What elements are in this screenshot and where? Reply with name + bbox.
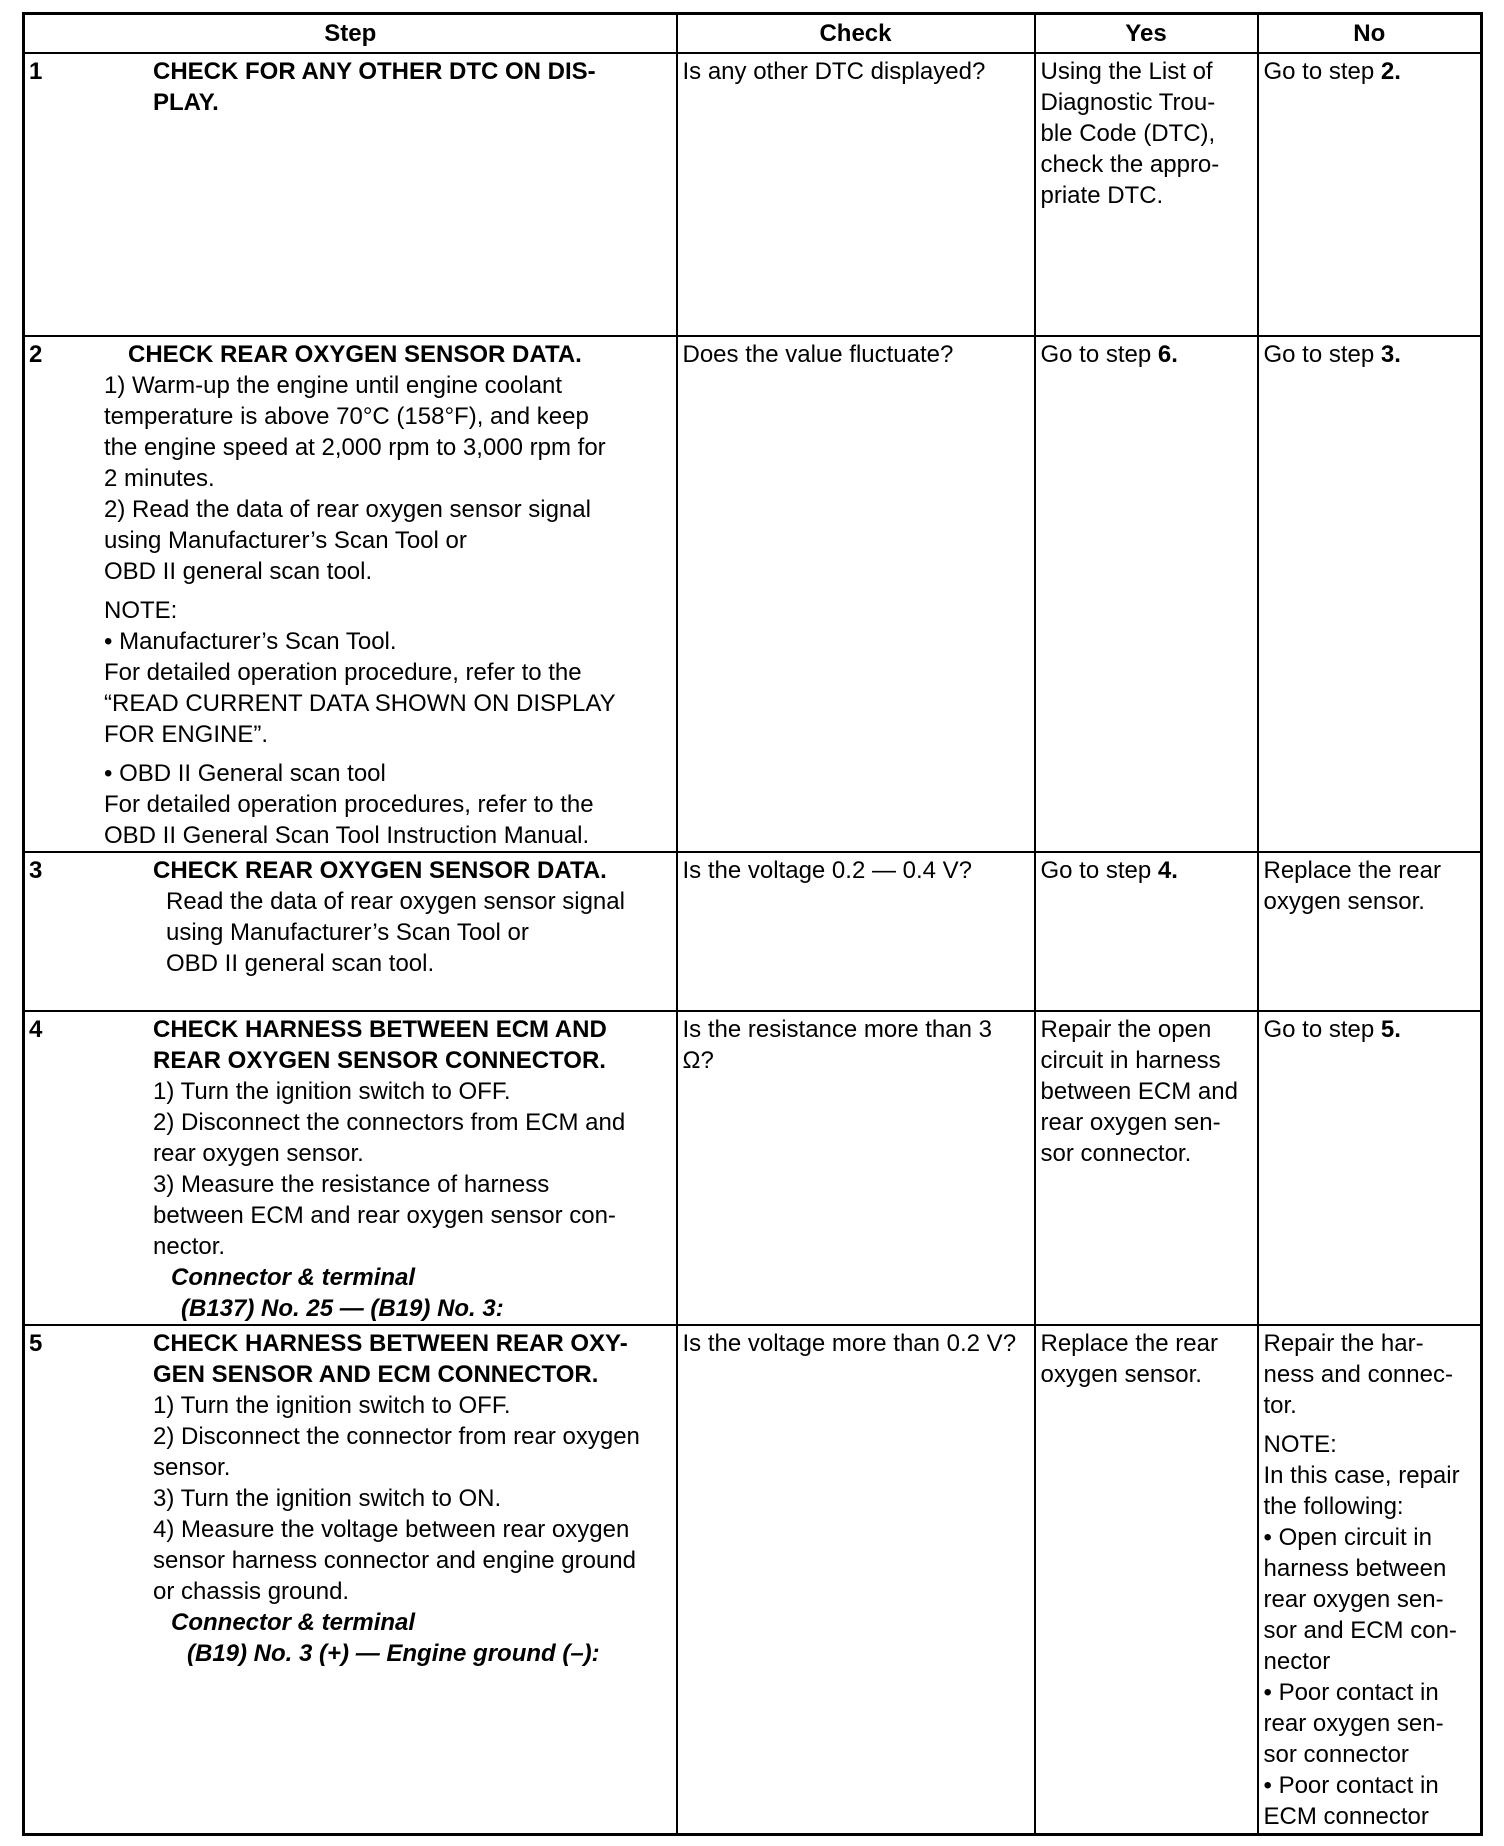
title-line: REAR OXYGEN SENSOR CONNECTOR. bbox=[153, 1047, 606, 1074]
text-line: In this case, repair bbox=[1263, 1462, 1460, 1489]
yes-cell bbox=[1035, 1325, 1258, 1835]
text-line: Replace the rear bbox=[1040, 1330, 1218, 1357]
step-title bbox=[153, 56, 671, 118]
text-line: rear oxygen sen- bbox=[1040, 1109, 1221, 1136]
text-line: “READ CURRENT DATA SHOWN ON DISPLAY bbox=[104, 690, 616, 717]
text-line: Repair the open bbox=[1040, 1016, 1212, 1043]
text-line: rear oxygen sen- bbox=[1263, 1710, 1444, 1737]
text-line: For detailed operation procedures, refer to the bbox=[104, 791, 594, 818]
step-cell bbox=[24, 1011, 677, 1325]
text-line: sensor harness connector and engine ground bbox=[153, 1547, 636, 1574]
title-line: PLAY. bbox=[153, 89, 219, 116]
text-line: 1) Warm-up the engine until engine coolant bbox=[104, 372, 563, 399]
text-line: Replace the rear bbox=[1263, 857, 1441, 884]
connector-label: Connector & terminal bbox=[171, 1264, 416, 1291]
table-row bbox=[24, 336, 1482, 852]
text-line: using Manufacturer’s Scan Tool or bbox=[166, 919, 529, 946]
no-cell bbox=[1258, 336, 1482, 852]
text-line: tor. bbox=[1263, 1392, 1297, 1419]
text-line: 3) Turn the ignition switch to ON. bbox=[153, 1485, 502, 1512]
text-line: • OBD II General scan tool bbox=[104, 760, 386, 787]
header-yes: Yes bbox=[1035, 14, 1258, 54]
text-line: 2) Disconnect the connectors from ECM and bbox=[153, 1109, 626, 1136]
step-cell bbox=[24, 336, 677, 852]
text-line: • Open circuit in bbox=[1263, 1524, 1432, 1551]
check-cell: Is the voltage 0.2 — 0.4 V? bbox=[677, 852, 1035, 1011]
text-line: For detailed operation procedure, refer to the bbox=[104, 659, 582, 686]
yes-cell bbox=[1035, 852, 1258, 1011]
goto-text: Go to step bbox=[1040, 857, 1158, 884]
text-line: or chassis ground. bbox=[153, 1578, 350, 1605]
header-row bbox=[24, 14, 1482, 54]
text-line: nector. bbox=[153, 1233, 226, 1260]
check-cell: Is the voltage more than 0.2 V? bbox=[677, 1325, 1035, 1835]
connector-terminal: (B137) No. 25 — (B19) No. 3: bbox=[181, 1295, 504, 1322]
text-line: between ECM and rear oxygen sensor con- bbox=[153, 1202, 616, 1229]
no-cell bbox=[1258, 1011, 1482, 1325]
goto-step: 6. bbox=[1157, 341, 1178, 368]
step-number: 4 bbox=[29, 1016, 43, 1043]
no-cell bbox=[1258, 1325, 1482, 1835]
text-line: • Manufacturer’s Scan Tool. bbox=[104, 628, 397, 655]
yes-cell bbox=[1035, 53, 1258, 336]
text-line: OBD II general scan tool. bbox=[166, 950, 435, 977]
step-number: 5 bbox=[29, 1330, 43, 1357]
check-cell: Does the value fluctuate? bbox=[677, 336, 1035, 852]
step-cell bbox=[24, 53, 677, 336]
text-line: 3) Measure the resistance of harness bbox=[153, 1171, 550, 1198]
text-line: the engine speed at 2,000 rpm to 3,000 rpm for bbox=[104, 434, 606, 461]
text-line: 2) Disconnect the connector from rear oxygen bbox=[153, 1423, 640, 1450]
goto-step: 2. bbox=[1380, 58, 1401, 85]
text-line: 4) Measure the voltage between rear oxygen bbox=[153, 1516, 630, 1543]
check-cell bbox=[677, 1011, 1035, 1325]
yes-cell bbox=[1035, 1011, 1258, 1325]
text-line: rear oxygen sensor. bbox=[153, 1140, 364, 1167]
step-title: CHECK REAR OXYGEN SENSOR DATA. bbox=[128, 341, 582, 368]
text-line: 1) Turn the ignition switch to OFF. bbox=[153, 1078, 511, 1105]
text-line: sor and ECM con- bbox=[1263, 1617, 1457, 1644]
table-row bbox=[24, 1325, 1482, 1835]
text-line: OBD II General Scan Tool Instruction Manual. bbox=[104, 822, 590, 849]
text-line: check the appro- bbox=[1040, 151, 1220, 178]
goto-step: 4. bbox=[1157, 857, 1178, 884]
step-cell bbox=[24, 852, 677, 1011]
text-line: Read the data of rear oxygen sensor signal bbox=[166, 888, 625, 915]
goto-text: Go to step bbox=[1263, 341, 1381, 368]
header-no: No bbox=[1258, 14, 1482, 54]
goto-text: Go to step bbox=[1040, 341, 1158, 368]
step-title bbox=[153, 1328, 671, 1390]
text-line: Is the resistance more than 3 bbox=[682, 1016, 992, 1043]
note-block bbox=[104, 595, 671, 750]
no-cell bbox=[1258, 852, 1482, 1011]
connector-terminal: (B19) No. 3 (+) — Engine ground (–): bbox=[187, 1640, 600, 1667]
text-line: the following: bbox=[1263, 1493, 1404, 1520]
text-line: temperature is above 70°C (158°F), and keep bbox=[104, 403, 589, 430]
connector-label: Connector & terminal bbox=[171, 1609, 416, 1636]
title-line: CHECK FOR ANY OTHER DTC ON DIS- bbox=[153, 58, 596, 85]
text-line: ness and connec- bbox=[1263, 1361, 1453, 1388]
text-line: FOR ENGINE”. bbox=[104, 721, 269, 748]
step-number: 3 bbox=[29, 857, 43, 884]
text-line: NOTE: bbox=[104, 597, 178, 624]
step-cell bbox=[24, 1325, 677, 1835]
goto-text: Go to step bbox=[1263, 1016, 1381, 1043]
text-line: sor connector. bbox=[1040, 1140, 1192, 1167]
text-line: Using the List of bbox=[1040, 58, 1213, 85]
table-row bbox=[24, 53, 1482, 336]
goto-step: 3. bbox=[1380, 341, 1401, 368]
text-line: between ECM and bbox=[1040, 1078, 1238, 1105]
text-line: rear oxygen sen- bbox=[1263, 1586, 1444, 1613]
table-row bbox=[24, 852, 1482, 1011]
goto-text: Go to step bbox=[1263, 58, 1381, 85]
text-line: nector bbox=[1263, 1648, 1331, 1675]
text-line: • Poor contact in bbox=[1263, 1679, 1439, 1706]
no-cell bbox=[1258, 53, 1482, 336]
text-line: Diagnostic Trou- bbox=[1040, 89, 1216, 116]
note-block bbox=[1264, 1429, 1476, 1832]
step-title bbox=[153, 1014, 671, 1076]
title-line: CHECK HARNESS BETWEEN REAR OXY- bbox=[153, 1330, 628, 1357]
text-line: OBD II general scan tool. bbox=[104, 558, 373, 585]
title-line: GEN SENSOR AND ECM CONNECTOR. bbox=[153, 1361, 599, 1388]
text-line: oxygen sensor. bbox=[1040, 1361, 1202, 1388]
text-line: 1) Turn the ignition switch to OFF. bbox=[153, 1392, 511, 1419]
text-line: Repair the har- bbox=[1263, 1330, 1424, 1357]
goto-step: 5. bbox=[1380, 1016, 1401, 1043]
text-line: harness between bbox=[1263, 1555, 1447, 1582]
text-line: ECM connector bbox=[1263, 1803, 1429, 1830]
text-line: circuit in harness bbox=[1040, 1047, 1221, 1074]
title-line: CHECK HARNESS BETWEEN ECM AND bbox=[153, 1016, 607, 1043]
step-number: 2 bbox=[29, 341, 43, 368]
text-line: priate DTC. bbox=[1040, 182, 1164, 209]
text-line: NOTE: bbox=[1263, 1431, 1337, 1458]
text-line: 2 minutes. bbox=[104, 465, 215, 492]
text-line: ble Code (DTC), bbox=[1040, 120, 1216, 147]
table-row bbox=[24, 1011, 1482, 1325]
step-title: CHECK REAR OXYGEN SENSOR DATA. bbox=[153, 857, 607, 884]
text-line: 2) Read the data of rear oxygen sensor signal bbox=[104, 496, 591, 523]
yes-cell bbox=[1035, 336, 1258, 852]
diagnostic-table bbox=[22, 12, 1483, 1836]
note-block bbox=[104, 758, 671, 851]
text-line: using Manufacturer’s Scan Tool or bbox=[104, 527, 467, 554]
text-line: sor connector bbox=[1263, 1741, 1409, 1768]
header-step: Step bbox=[24, 14, 677, 54]
text-line: Ω? bbox=[682, 1047, 714, 1074]
check-cell: Is any other DTC displayed? bbox=[677, 53, 1035, 336]
text-line: sensor. bbox=[153, 1454, 231, 1481]
header-check: Check bbox=[677, 14, 1035, 54]
text-line: • Poor contact in bbox=[1263, 1772, 1439, 1799]
step-number: 1 bbox=[29, 58, 43, 85]
text-line: oxygen sensor. bbox=[1263, 888, 1425, 915]
